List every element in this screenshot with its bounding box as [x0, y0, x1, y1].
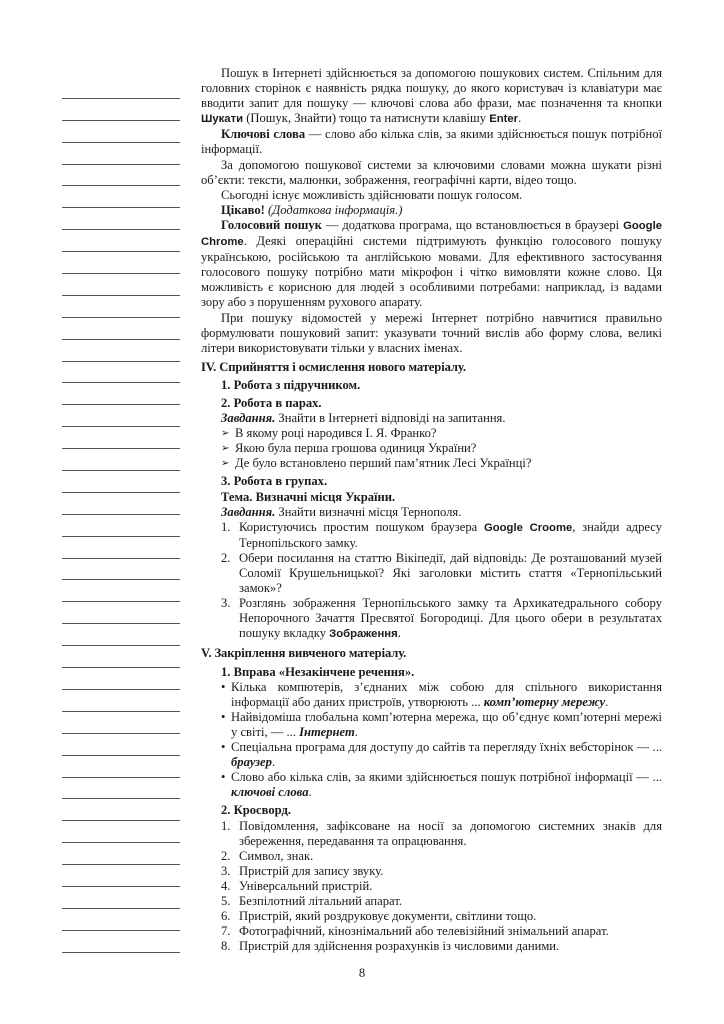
bullet-icon: • [221, 770, 226, 785]
browser-brand: Google Chrome [201, 219, 662, 249]
margin-line [62, 143, 180, 165]
list-item: • Кілька компютерів, з’єднаних між собою для спільного використання інформації або даних пристроїв, утворюють ... комп’ютерну мережу. [221, 679, 662, 709]
list-item: 8. Пристрій для здійснення розрахунків із числовими даними. [221, 939, 560, 954]
intro-paragraph-2: Ключові слова — слово або кілька слів, за якими здійснюється пошук потрібної інформації. [201, 127, 662, 157]
margin-line [62, 252, 180, 274]
arrow-bullet-icon: ➢ [221, 443, 230, 455]
margin-line [62, 909, 180, 931]
margin-line [62, 734, 180, 756]
margin-line [62, 887, 180, 909]
page-number: 8 [358, 966, 366, 980]
margin-line [62, 712, 180, 734]
pair-task: Завдання. Знайти в Інтернеті відповіді на запитання. [221, 411, 506, 426]
list-item: 4. Універсальний пристрій. [221, 878, 373, 893]
margin-line [62, 493, 180, 515]
intro-paragraph-7: При пошуку відомостей у мережі Інтернет потрібно навчитися правильно формулювати пошуковий запит: указувати точний вислів або форму слова, великі літери використовувати тільки у власних іменах. [201, 310, 662, 355]
question-list [201, 426, 662, 471]
crossword-list [201, 819, 662, 955]
enter-key-label: Enter [489, 113, 519, 126]
margin-line [62, 580, 180, 602]
list-item: • Найвідоміша глобальна комп’ютерна мережа, що об’єднує комп’ютерні мережі у світі, — ... Інтернет. [221, 709, 662, 739]
voice-search-paragraph: Голосовий пошук — додаткова програма, що встановлюється в браузері Google Chrome. Деякі операційні системи підтримують функцію голосового пошуку українською, російською та англійською мовами. Для ефективного застосування голосового пошуку потрібно мати мікрофон і чітко вимовляти кожне слово. Ця можливість є корисною для людей з особливими потребами: наприклад, із вадами зору або з порушенням рухового апарату. [201, 217, 662, 310]
margin-line [62, 602, 180, 624]
bullet-icon: • [221, 740, 226, 755]
intro-paragraph-3: За допомогою пошукової системи за ключовими словами можна шукати різні об’єкти: тексти, малюнки, зображення, географічні карти, відео тощо. [201, 157, 662, 187]
intro-paragraph-1: Пошук в Інтернеті здійснюється за допомогою пошукових систем. Спільним для головних сторінок є наявність рядка пошуку, до якого користувач із клавіатури має вводити запит для пошуку — ключові слова або фрази, має позначення та кнопки Шукати (Пошук, Знайти) тощо та натиснути клавішу Enter. [201, 66, 662, 126]
section-4-heading: IV. Сприйняття і осмислення нового матеріалу. [201, 359, 466, 374]
margin-line [62, 186, 180, 208]
group-task: Завдання. Знайти визначні місця Тернополя. [221, 504, 462, 519]
list-item: ➢ В якому році народився І. Я. Франко? [221, 426, 437, 441]
group-steps [201, 520, 662, 643]
bullet-icon: • [221, 709, 226, 724]
search-button-label: Шукати [201, 113, 244, 126]
bullet-icon: • [221, 679, 226, 694]
section-4-item-2: 2. Робота в парах. [221, 395, 322, 410]
list-item: 1. Користуючись простим пошуком браузера Google Croome, знайди адресу Тернопільского замку. [221, 519, 662, 550]
margin-line [62, 756, 180, 778]
margin-line [62, 668, 180, 690]
margin-line [62, 471, 180, 493]
margin-line [62, 843, 180, 865]
sentence-list [201, 680, 662, 801]
list-item: 2. Обери посилання на статтю Вікіпедії, дай відповідь: Де розташований музей Соломії Крушельницької? Які заголовки містить стаття «Тернопільський замок»? [221, 550, 662, 596]
arrow-bullet-icon: ➢ [221, 428, 230, 440]
margin-line [62, 931, 180, 953]
margin-line [62, 559, 180, 581]
list-item: 2. Символ, знак. [221, 848, 314, 863]
list-item: 5. Безпілотний літальний апарат. [221, 893, 403, 908]
margin-note-lines [62, 77, 180, 953]
margin-line [62, 362, 180, 384]
arrow-bullet-icon: ➢ [221, 458, 230, 470]
list-item: • Слово або кілька слів, за якими здійснюється пошук потрібної інформації — ... ключові слова. [221, 770, 662, 800]
margin-line [62, 405, 180, 427]
margin-line [62, 77, 180, 99]
list-item: • Спеціальна програма для доступу до сайтів та перегляду їхніх вебсторінок — ... браузер. [221, 740, 662, 770]
margin-line [62, 340, 180, 362]
group-theme: Тема. Визначні місця України. [221, 489, 396, 504]
margin-line [62, 449, 180, 471]
list-item: 7. Фотографічний, кінознімальний або телевізійний знімальний апарат. [221, 924, 609, 939]
margin-line [62, 646, 180, 668]
margin-line [62, 121, 180, 143]
margin-line [62, 230, 180, 252]
margin-line [62, 821, 180, 843]
margin-line [62, 515, 180, 537]
margin-line [62, 778, 180, 800]
margin-line [62, 165, 180, 187]
margin-line [62, 537, 180, 559]
margin-line [62, 274, 180, 296]
section-5-heading: V. Закріплення вивченого матеріалу. [201, 646, 407, 661]
interesting-note: Цікаво! (Додаткова інформація.) [221, 202, 403, 217]
intro-paragraph-4: Сьогодні існує можливість здійснювати пошук голосом. [221, 187, 523, 202]
margin-line [62, 865, 180, 887]
section-4-item-1: 1. Робота з підручником. [221, 377, 361, 392]
list-item: 3. Пристрій для запису звуку. [221, 863, 384, 878]
list-item: 6. Пристрій, який роздруковує документи, світлини тощо. [221, 909, 537, 924]
list-item: ➢ Де було встановлено перший пам’ятник Лесі Українці? [221, 456, 532, 471]
margin-line [62, 427, 180, 449]
margin-line [62, 799, 180, 821]
list-item: 3. Розглянь зображення Тернопільського замку та Архикатедрального собору Непорочного Зачаття Пресвятої Богородиці. Для цього обери в результатах пошуку вкладку Зображення. [221, 596, 662, 641]
margin-line [62, 318, 180, 340]
section-5-item-2: 2. Кросворд. [221, 803, 291, 818]
margin-line [62, 690, 180, 712]
margin-line [62, 99, 180, 121]
margin-line [62, 208, 180, 230]
margin-line [62, 624, 180, 646]
section-5-item-1: 1. Вправа «Незакінчене речення». [221, 664, 415, 679]
list-item: 1. Повідомлення, зафіксоване на носії за допомогою системних знаків для збереження, передавання та опрацювання. [221, 818, 662, 848]
section-4-item-3: 3. Робота в групах. [221, 474, 328, 489]
page-content [201, 66, 662, 954]
margin-line [62, 383, 180, 405]
margin-line [62, 296, 180, 318]
list-item: ➢ Якою була перша грошова одиниця України? [221, 441, 477, 456]
